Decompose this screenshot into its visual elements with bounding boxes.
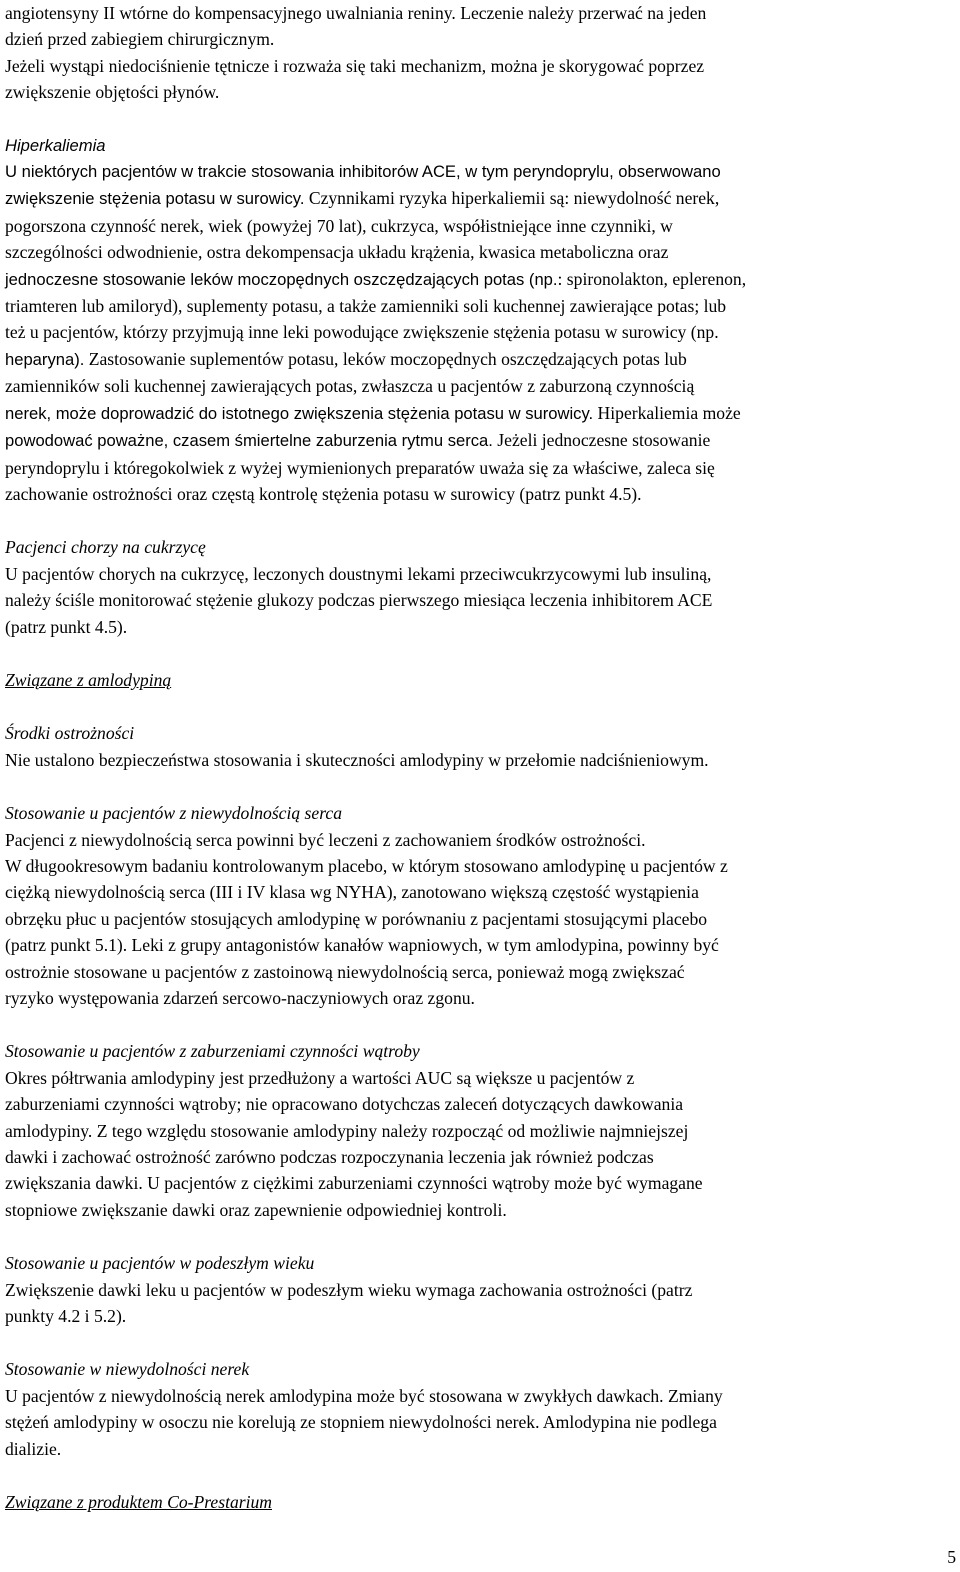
precautions-section	[5, 720, 955, 773]
text-line: (patrz punkt 4.5).	[5, 616, 128, 637]
text-line: zaburzeniami czynności wątroby; nie opracowano dotychczas zaleceń dotyczących dawkowania	[5, 1094, 684, 1115]
heart-failure-section	[5, 800, 955, 1011]
text-run: zwiększenie stężenia potasu w surowicy.	[5, 189, 305, 209]
section-heading: Stosowanie w niewydolności nerek	[5, 1359, 250, 1380]
text-line: angiotensyny II wtórne do kompensacyjnego uwalniania reniny. Leczenie należy przerwać na jeden	[5, 3, 707, 23]
text-run: powodować poważne, czasem śmiertelne zaburzenia rytmu serca.	[5, 431, 493, 451]
text-line: ryzyko występowania zdarzeń sercowo-naczyniowych oraz zgonu.	[5, 988, 475, 1008]
text-line: peryndoprylu i któregokolwiek z wyżej wymienionych preparatów uważa się za właściwe, zaleca się	[5, 457, 715, 478]
text-line: U niektórych pacjentów w trakcie stosowania inhibitorów ACE, w tym peryndoprylu, obserwowano	[5, 162, 721, 182]
text-line: zamienników soli kuchennej zawierających potas, zwłaszcza u pacjentów z zaburzoną czynnością	[5, 376, 695, 397]
section-heading: Stosowanie u pacjentów w podeszłym wieku	[5, 1253, 315, 1274]
section-heading: Związane z produktem Co-Prestarium	[5, 1492, 272, 1513]
section-heading: Stosowanie u pacjentów z niewydolnością serca	[5, 803, 343, 824]
text-line: należy ściśle monitorować stężenie glukozy podczas pierwszego miesiąca leczenia inhibitorem ACE	[5, 590, 713, 611]
text-line	[5, 346, 955, 373]
text-line: amlodypiny. Z tego względu stosowanie amlodypiny należy rozpocząć od możliwie najmniejszej	[5, 1120, 689, 1141]
section-heading: Pacjenci chorzy na cukrzycę	[5, 537, 206, 558]
text-line: zwiększania dawki. U pacjentów z ciężkimi zaburzeniami czynności wątroby może być wymagane	[5, 1173, 703, 1194]
text-line: Pacjenci z niewydolnością serca powinni być leczeni z zachowaniem środków ostrożności.	[5, 829, 646, 850]
coprestarium-section	[5, 1489, 955, 1515]
text-line: szczególności odwodnienie, ostra dekompensacja układu krążenia, kwasica metaboliczna oraz	[5, 242, 669, 263]
document-page	[5, 0, 955, 1516]
text-line	[5, 185, 955, 212]
hyperkalemia-section	[5, 133, 955, 508]
text-run: jednoczesne stosowanie leków moczopędnych oszczędzających potas (np.	[5, 269, 558, 289]
text-line: też u pacjentów, którzy przyjmują inne leki powodujące zwiększenie stężenia potasu w surowicy (np.	[5, 322, 719, 343]
text-line: ciężką niewydolnością serca (III i IV klasa wg NYHA), zanotowano większą częstość wystąpienia	[5, 882, 699, 903]
text-line: U pacjentów z niewydolnością nerek amlodypina może być stosowana w zwykłych dawkach. Zmiany	[5, 1385, 723, 1406]
text-line: stężeń amlodypiny w osoczu nie korelują ze stopniem niewydolności nerek. Amlodypina nie podlega	[5, 1412, 717, 1433]
text-line: stopniowe zwiększanie dawki oraz zapewnienie odpowiedniej kontroli.	[5, 1199, 507, 1220]
text-line: pogorszona czynność nerek, wiek (powyżej 70 lat), cukrzyca, współistniejące inne czynniki, w	[5, 215, 673, 236]
text-line: dawki i zachować ostrożność zarówno podczas rozpoczynania leczenia jak również podczas	[5, 1147, 654, 1168]
text-line: zwiększenie objętości płynów.	[5, 82, 220, 103]
text-line: triamteren lub amiloryd), suplementy potasu, a także zamienniki soli kuchennej zawierające potas; lub	[5, 296, 727, 317]
text-line: ostrożnie stosowane u pacjentów z zastoinową niewydolnością serca, ponieważ mogą zwiększać	[5, 961, 685, 982]
amlodipine-section	[5, 667, 955, 693]
renal-section	[5, 1356, 955, 1462]
diabetes-section	[5, 534, 955, 640]
text-line: (patrz punkt 5.1). Leki z grupy antagonistów kanałów wapniowych, w tym amlodypina, powinny być	[5, 935, 719, 956]
text-run: Zastosowanie suplementów potasu, leków moczopędnych oszczędzających potas lub	[84, 348, 687, 369]
text-line: zachowanie ostrożności oraz częstą kontrolę stężenia potasu w surowicy (patrz punkt 4.5).	[5, 483, 642, 504]
text-line: punkty 4.2 i 5.2).	[5, 1306, 127, 1327]
text-line	[5, 266, 955, 293]
page-number: 5	[947, 1547, 956, 1567]
elderly-section	[5, 1250, 955, 1329]
text-line: Nie ustalono bezpieczeństwa stosowania i skuteczności amlodypiny w przełomie nadciśnieniowym.	[5, 749, 709, 770]
text-line	[5, 427, 955, 454]
section-heading: Stosowanie u pacjentów z zaburzeniami czynności wątroby	[5, 1041, 420, 1062]
text-run: Czynnikami ryzyka hiperkaliemii są: niewydolność nerek,	[304, 188, 720, 209]
text-line: dializie.	[5, 1438, 62, 1459]
text-line: Jeżeli wystąpi niedociśnienie tętnicze i rozważa się taki mechanizm, można je skorygować poprzez	[5, 55, 705, 76]
text-line: Okres półtrwania amlodypiny jest przedłużony a wartości AUC są większe u pacjentów z	[5, 1067, 635, 1088]
text-run: Hiperkaliemia może	[593, 402, 741, 423]
intro-section	[5, 0, 955, 106]
text-line: dzień przed zabiegiem chirurgicznym.	[5, 29, 275, 50]
section-heading: Związane z amlodypiną	[5, 669, 172, 690]
text-run: Jeżeli jednoczesne stosowanie	[492, 430, 711, 451]
text-line: obrzęku płuc u pacjentów stosujących amlodypinę w porównaniu z pacjentami stosującymi placebo	[5, 908, 708, 929]
section-heading: Hiperkaliemia	[5, 135, 106, 155]
text-run: heparyna).	[5, 349, 85, 369]
text-run: : spironolakton, eplerenon,	[557, 268, 747, 289]
section-heading: Środki ostrożności	[5, 723, 135, 744]
liver-section	[5, 1038, 955, 1223]
text-line: W długookresowym badaniu kontrolowanym placebo, w którym stosowano amlodypinę u pacjentów z	[5, 855, 728, 876]
text-line: U pacjentów chorych na cukrzycę, leczonych doustnymi lekami przeciwcukrzycowymi lub insuliną,	[5, 563, 712, 584]
text-line: Zwiększenie dawki leku u pacjentów w podeszłym wieku wymaga zachowania ostrożności (patrz	[5, 1279, 693, 1300]
text-run: nerek, może doprowadzić do istotnego zwiększenia stężenia potasu w surowicy.	[5, 403, 594, 423]
text-line	[5, 400, 955, 427]
